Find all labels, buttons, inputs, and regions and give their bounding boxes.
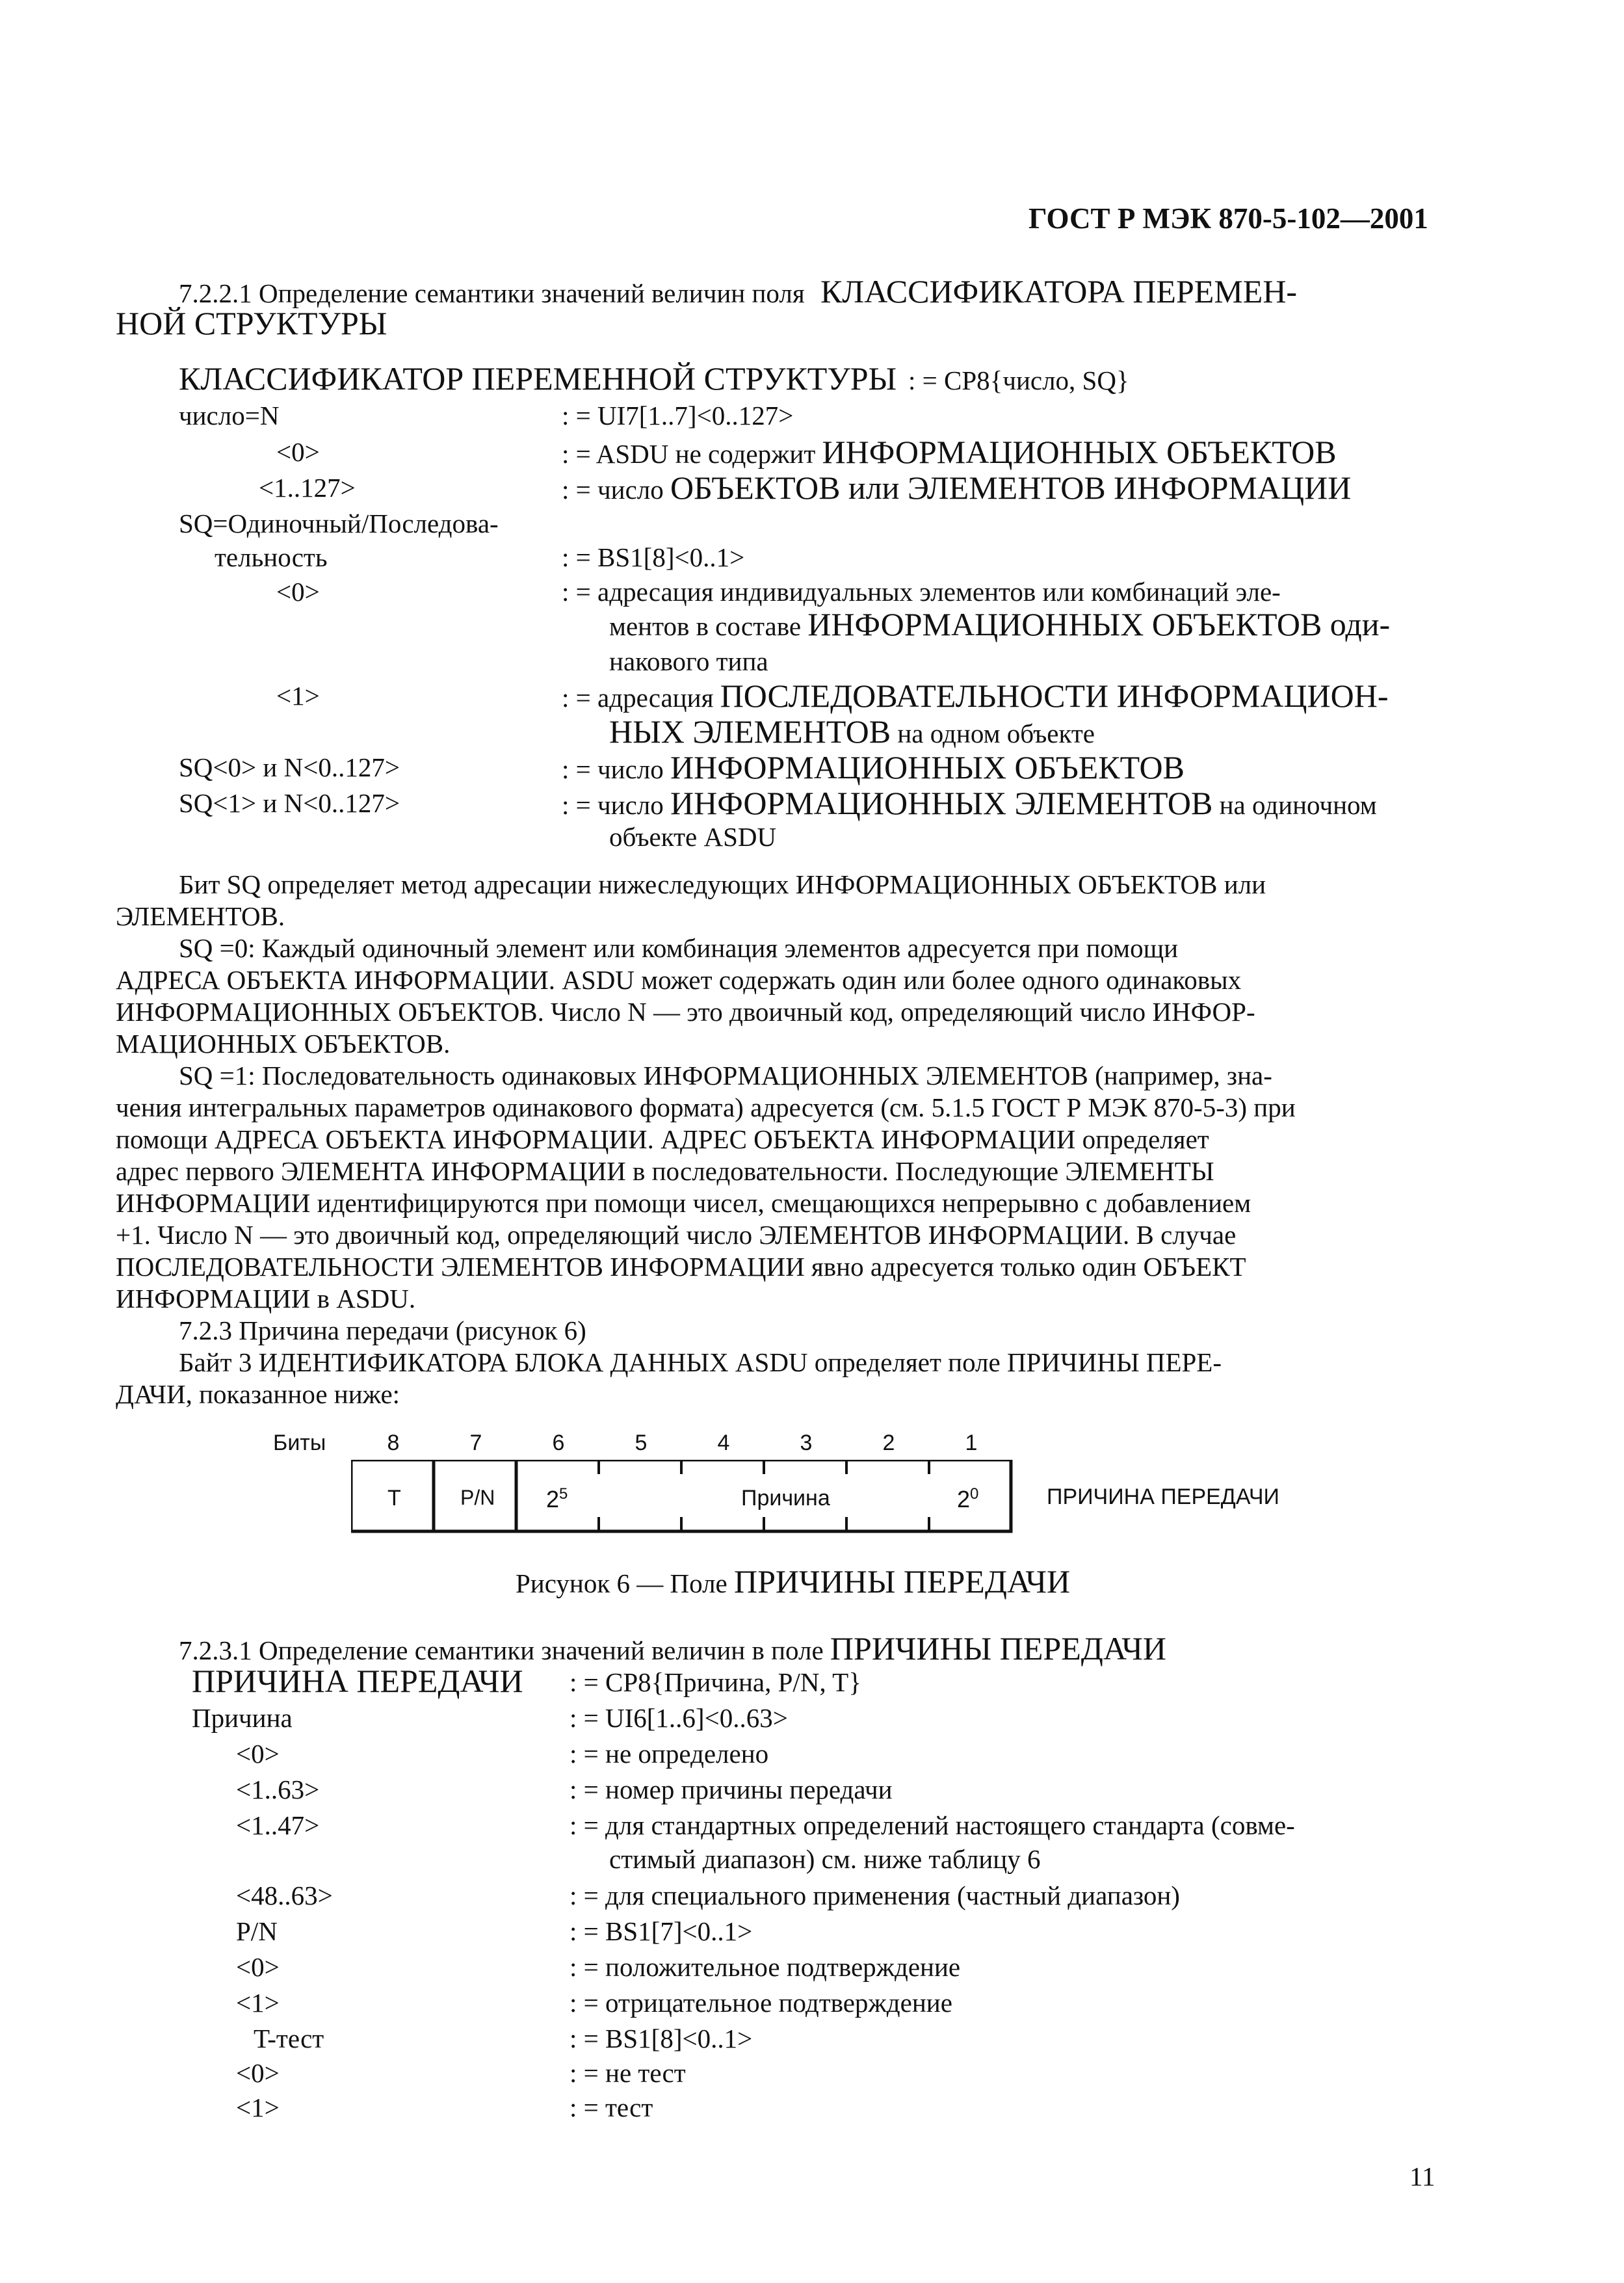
para-3-line2: чения интегральных параметров одинакового формата) адресуется (см. 5.1.5 ГОСТ Р МЭК 870-5-3) при [116,1092,1296,1122]
def-key-n0: <0> [276,437,320,467]
def-val-classifier: : = CP8{число, SQ} [908,365,1129,395]
cell-msb-base: 2 [546,1486,560,1512]
cell-t: T [387,1486,401,1511]
para-2-line1: SQ =0: Каждый одиночный элемент или комбинация элементов адресуется при помощи [179,933,1179,963]
def2-key-test1: <1> [236,2092,280,2122]
section-7231-heading-text: 7.2.3.1 Определение семантики значений величин в поле [179,1635,824,1665]
def2-val-pn0: : = положительное подтверждение [570,1952,961,1982]
def2-val-pn: : = BS1[7]<0..1> [570,1916,753,1946]
def2-val-test0: : = не тест [570,2058,686,2088]
cell-lsb-base: 2 [957,1486,971,1512]
def2-val-cause: : = UI6[1..6]<0..63> [570,1703,788,1733]
cell-msb-exp: 5 [559,1485,568,1503]
def2-key-pn: P/N [236,1916,278,1946]
def2-key-test0: <0> [236,2058,280,2088]
section-7221-heading-text: 7.2.2.1 Определение семантики значений величин поля [179,278,805,308]
def-val-sq1-line2 [609,715,1095,750]
def-val-sq1-line2-text: на одном объекте [897,719,1095,748]
def2-val-test1: : = тест [570,2092,653,2122]
def-val-sq0-line2-term: ИНФОРМАЦИОННЫХ ОБЪЕКТОВ оди- [807,606,1391,642]
def2-key-test: T-тест [254,2024,324,2053]
def-val-sq0-n-term: ИНФОРМАЦИОННЫХ ОБЪЕКТОВ [670,749,1185,785]
para-3-line3: помощи АДРЕСА ОБЪЕКТА ИНФОРМАЦИИ. АДРЕС ОБЪЕКТА ИНФОРМАЦИИ определяет [116,1124,1209,1154]
def-key-number: число=N [179,401,280,430]
def2-val-test: : = BS1[8]<0..1> [570,2024,753,2053]
para-3-line5: ИНФОРМАЦИИ идентифицируются при помощи чисел, смещающихся непрерывно с добавлением [116,1188,1251,1218]
cell-lsb-exp: 0 [970,1485,979,1503]
para-3-line4: адрес первого ЭЛЕМЕНТА ИНФОРМАЦИИ в последовательности. Последующие ЭЛЕМЕНТЫ [116,1156,1214,1186]
def-val-sq1-line1 [562,680,1388,714]
def-val-sq1-line2-term: НЫХ ЭЛЕМЕНТОВ [609,713,891,750]
def2-val-cause1-47-line1: : = для стандартных определений настоящего стандарта (совме- [570,1810,1295,1840]
def-val-sq0-n-text: : = число [562,754,664,784]
def-key-sq1: <1> [276,681,320,711]
cell-lsb-power [957,1486,978,1513]
para-1-line2: ЭЛЕМЕНТОВ. [116,901,285,931]
def2-key-cause-of-transmission: ПРИЧИНА ПЕРЕДАЧИ [192,1663,523,1699]
para-2-line2: АДРЕСА ОБЪЕКТА ИНФОРМАЦИИ. ASDU может содержать один или более одного одинаковых [116,965,1242,995]
def-key-sq-line2: тельность [215,542,328,572]
cell-cause: Причина [741,1486,830,1511]
def-val-sq1-n-line2: объекте ASDU [609,822,777,852]
def-val-sq1-n-line1 [562,787,1377,821]
figure-caption-term: ПРИЧИНЫ ПЕРЕДАЧИ [734,1563,1071,1600]
page-number: 11 [1409,2161,1435,2191]
bit-number-8: 8 [387,1431,400,1455]
def-val-sq1-line1-text: : = адресация [562,683,714,713]
document-header: ГОСТ Р МЭК 870-5-102—2001 [1028,202,1428,235]
def-val-n0-text: : = ASDU не содержит [562,439,816,469]
def-val-number: : = UI7[1..7]<0..127> [562,401,794,430]
para-3-line8: ИНФОРМАЦИИ в ASDU. [116,1284,416,1313]
def-key-classifier: КЛАССИФИКАТОР ПЕРЕМЕННОЙ СТРУКТУРЫ [179,360,897,397]
bit-number-7: 7 [469,1431,482,1455]
bit-number-6: 6 [552,1431,565,1455]
para-3-line7: ПОСЛЕДОВАТЕЛЬНОСТИ ЭЛЕМЕНТОВ ИНФОРМАЦИИ явно адресуется только один ОБЪЕКТ [116,1252,1246,1282]
def-val-n0 [562,436,1337,470]
def-val-sq0-line2-text: ментов в составе [609,611,802,641]
cell-pn: P/N [460,1486,495,1509]
section-7231-heading-term: ПРИЧИНЫ ПЕРЕДАЧИ [830,1630,1166,1667]
bit-number-3: 3 [800,1431,813,1455]
def2-key-cause1-63: <1..63> [236,1775,320,1804]
def2-val-cause48-63: : = для специального применения (частный диапазон) [570,1881,1180,1910]
def-key-n1-127: <1..127> [259,473,356,503]
para-4-line2: ДАЧИ, показанное ниже: [116,1379,400,1409]
def2-val-cause1-63: : = номер причины передачи [570,1775,893,1804]
def-val-sq0-line2 [609,608,1390,642]
para-4-line1: Байт 3 ИДЕНТИФИКАТОРА БЛОКА ДАННЫХ ASDU определяет поле ПРИЧИНЫ ПЕРЕ- [179,1347,1222,1377]
figure-caption [516,1565,1070,1600]
def2-key-cause: Причина [192,1703,293,1733]
def-val-n1-127 [562,471,1351,506]
section-7231-heading [179,1632,1166,1667]
cause-field-diagram [351,1460,1027,1538]
para-3-line6: +1. Число N — это двоичный код, определяющий число ЭЛЕМЕНТОВ ИНФОРМАЦИИ. В случае [116,1220,1237,1250]
def-val-sq1-line1-term: ПОСЛЕДОВАТЕЛЬНОСТИ ИНФОРМАЦИОН- [720,678,1389,714]
def2-val-cause1-47-line2: стимый диапазон) см. ниже таблицу 6 [609,1844,1041,1874]
bit-number-2: 2 [882,1431,895,1455]
para-3-line1: SQ =1: Последовательность одинаковых ИНФОРМАЦИОННЫХ ЭЛЕМЕНТОВ (например, зна- [179,1061,1272,1090]
bit-number-5: 5 [635,1431,648,1455]
def2-key-cause1-47: <1..47> [236,1810,320,1840]
section-7221-heading-line2: НОЙ СТРУКТУРЫ [116,305,387,341]
cell-msb-power [546,1486,568,1513]
def2-key-cause48-63: <48..63> [236,1881,333,1910]
def2-val-cause-of-transmission: : = CP8{Причина, P/N, T} [570,1667,861,1697]
def2-key-pn1: <1> [236,1988,280,2018]
section-7221-heading-term: КЛАССИФИКАТОРА ПЕРЕМЕН- [820,273,1298,310]
def-key-sq0-n: SQ<0> и N<0..127> [179,752,400,782]
def-key-sq1-n: SQ<1> и N<0..127> [179,788,400,818]
def-val-sq0-line1: : = адресация индивидуальных элементов или комбинаций эле- [562,577,1281,607]
def-key-sq-line1: SQ=Одиночный/Последова- [179,508,499,538]
figure-caption-text: Рисунок 6 — Поле [516,1568,727,1598]
def-val-sq1-n-text: : = число [562,790,664,820]
para-2-line3: ИНФОРМАЦИОННЫХ ОБЪЕКТОВ. Число N — это двоичный код, определяющий число ИНФОР- [116,997,1255,1027]
section-723-heading: 7.2.3 Причина передачи (рисунок 6) [179,1315,586,1345]
def-val-sq: : = BS1[8]<0..1> [562,542,745,572]
def-val-sq1-n-term: ИНФОРМАЦИОННЫХ ЭЛЕМЕНТОВ [670,785,1213,821]
def-val-n0-term: ИНФОРМАЦИОННЫХ ОБЪЕКТОВ [822,434,1337,470]
field-label: ПРИЧИНА ПЕРЕДАЧИ [1047,1485,1279,1509]
def-val-sq0-n [562,751,1185,785]
def2-val-cause0: : = не определено [570,1739,769,1769]
para-2-line4: МАЦИОННЫХ ОБЪЕКТОВ. [116,1029,451,1059]
def-val-sq0-line3: накового типа [609,646,768,676]
def2-key-pn0: <0> [236,1952,280,1982]
para-1-line1: Бит SQ определяет метод адресации нижеследующих ИНФОРМАЦИОННЫХ ОБЪЕКТОВ или [179,869,1266,899]
def2-val-pn1: : = отрицательное подтверждение [570,1988,952,2018]
bit-number-4: 4 [717,1431,730,1455]
def-val-sq1-n-text2: на одиночном [1219,790,1377,820]
def-val-n1-127-term: ОБЪЕКТОВ или ЭЛЕМЕНТОВ ИНФОРМАЦИИ [670,469,1352,506]
def2-key-cause0: <0> [236,1739,280,1769]
figure-bits-label: Биты [273,1431,326,1455]
def-val-n1-127-text: : = число [562,475,664,505]
bit-number-1: 1 [965,1431,978,1455]
def-key-sq0: <0> [276,577,320,607]
